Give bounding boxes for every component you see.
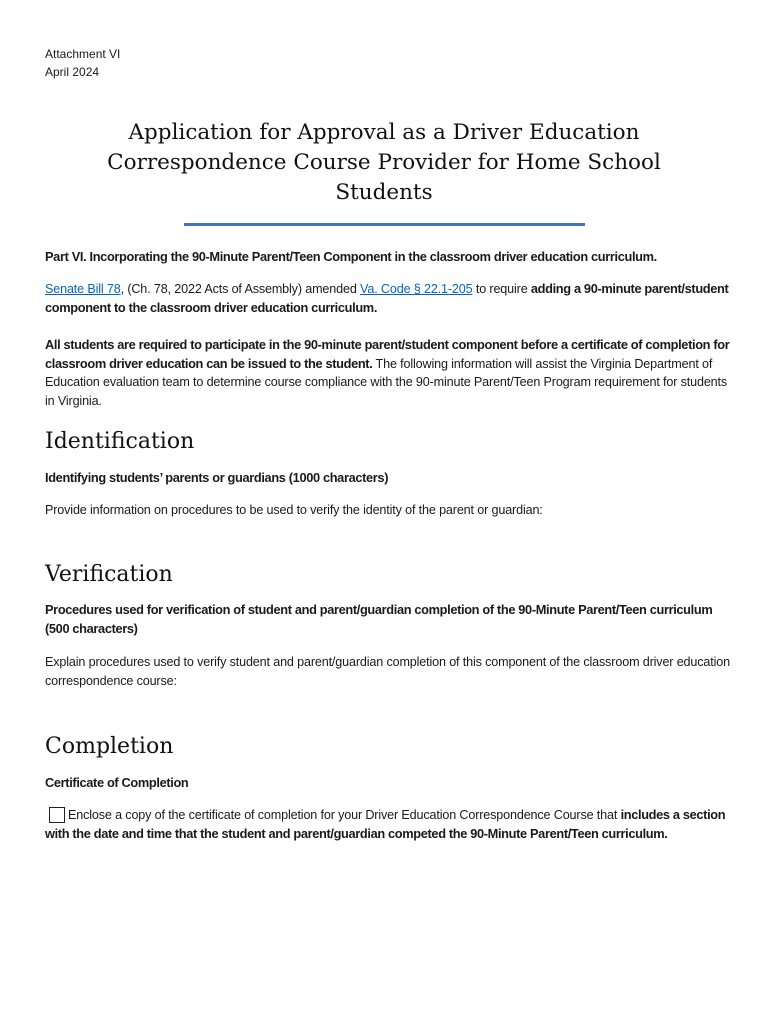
requirement-text: The following information will assist the Virginia Department of Education evaluation team to determine course compliance with the 90-minute Parent/Teen Program requirement for students in Virginia.	[45, 356, 728, 408]
requirement-paragraph	[45, 336, 735, 410]
verification-heading: Verification	[45, 562, 173, 587]
completion-subheading: Certificate of Completion	[45, 775, 189, 790]
attachment-label: Attachment VI	[45, 47, 121, 61]
completion-heading: Completion	[45, 734, 174, 759]
identification-subheading: Identifying students’ parents or guardians (1000 characters)	[45, 470, 389, 485]
page-title: Application for Approval as a Driver Education Correspondence Course Provider for Home School Students	[107, 120, 661, 205]
enclose-certificate-checkbox[interactable]	[49, 807, 65, 823]
intro-paragraph	[45, 280, 735, 317]
document-date: April 2024	[45, 65, 100, 79]
identification-heading: Identification	[45, 429, 195, 454]
part-heading: Part VI. Incorporating the 90-Minute Parent/Teen Component in the classroom driver education curriculum.	[45, 249, 657, 264]
checkbox-bold: includes a section with the date and time that the student and parent/guardian competed the 90-Minute Parent/Teen curriculum.	[45, 807, 726, 841]
va-code-link[interactable]: Va. Code § 22.1-205	[360, 282, 473, 296]
verification-prompt: Explain procedures used to verify student and parent/guardian completion of this component of the classroom driver education correspondence course:	[45, 655, 730, 688]
senate-bill-link[interactable]: Senate Bill 78	[45, 282, 121, 296]
intro-text: , (Ch. 78, 2022 Acts of Assembly) amended	[120, 282, 361, 296]
checkbox-text: Enclose a copy of the certificate of completion for your Driver Education Correspondence Course that	[68, 808, 621, 822]
verification-subheading: Procedures used for verification of student and parent/guardian completion of the 90-Minute Parent/Teen curriculum (500 characters)	[45, 602, 713, 636]
intro-text-2: to require	[472, 282, 531, 296]
identification-prompt: Provide information on procedures to be used to verify the identity of the parent or guardian:	[45, 503, 543, 517]
completion-item	[45, 806, 735, 843]
requirement-bold: All students are required to participate in the 90-minute parent/student component before a certificate of completion for classroom driver education can be issued to the student.	[45, 337, 730, 371]
intro-bold: adding a 90-minute parent/student component to the classroom driver education curriculum.	[45, 281, 729, 315]
title-divider	[184, 223, 585, 226]
